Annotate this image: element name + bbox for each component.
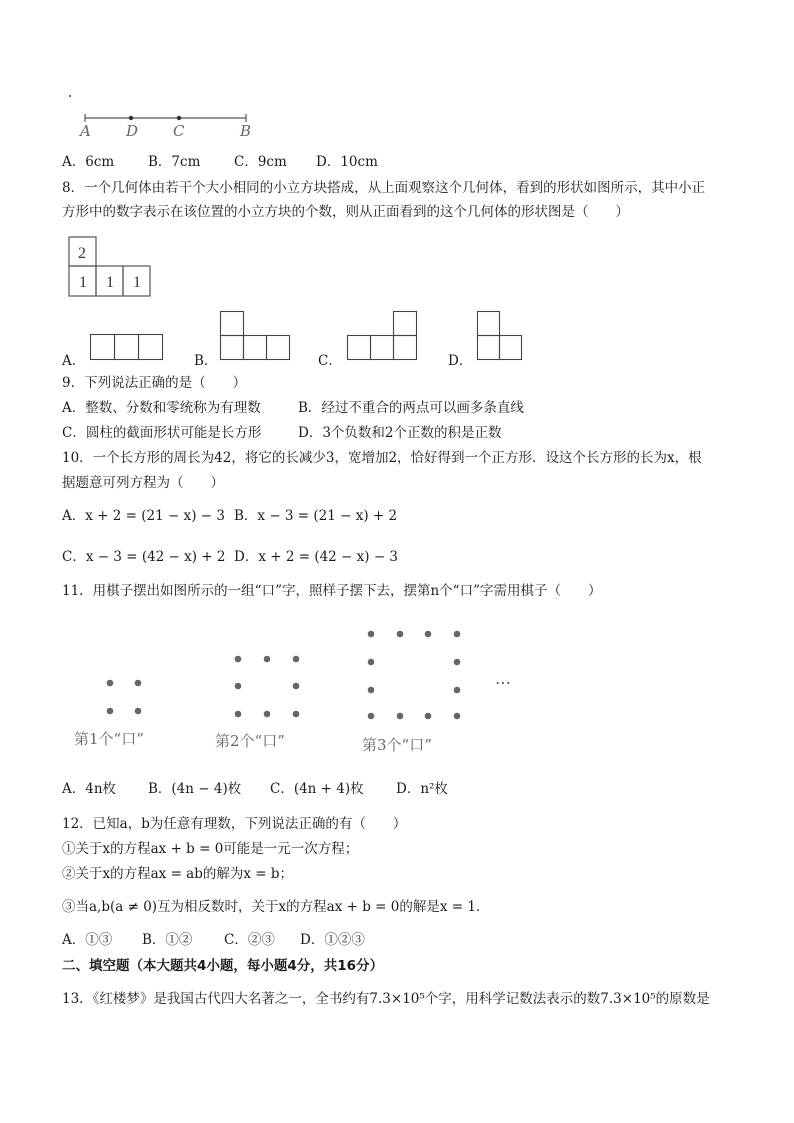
- q11-option-d: D．n²枚: [396, 781, 448, 797]
- grid-value-3: 1: [133, 274, 141, 291]
- q12-option-c: C．②③: [224, 932, 275, 948]
- figure-label-2: 第2个“口”: [215, 732, 285, 750]
- q7-segment-figure: [60, 88, 260, 138]
- dot-pattern-3: [368, 631, 461, 720]
- q9-option-d: D．3个负数和2个正数的积是正数: [298, 425, 502, 441]
- q10-text-line2: 据题意可列方程为（ ）: [62, 475, 224, 491]
- q9-option-a: A．整数、分数和零统称为有理数: [62, 400, 261, 416]
- section-2-title: 二、填空题（本大题共4小题，每小题4分，共16分）: [62, 958, 384, 974]
- q8-top-view-grid: [68, 236, 158, 301]
- q7-options: [62, 153, 378, 171]
- label-b: B: [240, 122, 252, 140]
- figure-label-3: 第3个“口”: [362, 736, 432, 754]
- q9-option-c: C．圆柱的截面形状可能是长方形: [62, 425, 262, 441]
- point-c: [177, 116, 181, 120]
- q12-statement-2: ②关于x的方程ax = ab的解为x = b；: [62, 866, 294, 882]
- q9-options-row2: [62, 424, 502, 442]
- q12-stem: 12．已知a，b为任意有理数，下列说法正确的有（ ）: [62, 816, 407, 832]
- q12-option-b: B．①②: [142, 932, 193, 948]
- q8-option-d-label: D．: [448, 353, 473, 369]
- q12-statement-3: ③当a,b(a ≠ 0)互为相反数时，关于x的方程ax + b = 0的解是x = 1．: [62, 899, 490, 915]
- q11-stem: 11．用棋子摆出如图所示的一组“口”字，照样子摆下去，摆第n个“口”字需用棋子（ ）: [62, 583, 602, 599]
- q7-option-c: C．9cm: [234, 154, 287, 170]
- grid-value-1: 1: [79, 274, 87, 291]
- dot-pattern-2: [235, 656, 300, 718]
- label-a: A: [80, 122, 91, 140]
- q7-option-d: D．10cm: [316, 154, 378, 170]
- q10-option-b: B．x − 3 = (21 − x) + 2: [234, 508, 398, 524]
- q8-option-c-shape: [347, 311, 427, 363]
- ellipsis: …: [495, 669, 511, 688]
- q12-option-a: A．①③: [62, 932, 113, 948]
- q13-text: 13．《红楼梦》是我国古代四大名著之一，全书约有7.3×10⁵个字，用科学记数法表示的数7.3×10⁵的原数是: [62, 991, 710, 1007]
- q7-option-b: B．7cm: [148, 154, 201, 170]
- figure-label-1: 第1个“口”: [74, 730, 144, 748]
- q11-option-b: B．(4n − 4)枚: [148, 781, 242, 797]
- q10-options-row2: [62, 548, 398, 566]
- q9-option-b: B．经过不重合的两点可以画多条直线: [298, 400, 524, 416]
- q8-text-line2: 方形中的数字表示在该位置的小立方块的个数，则从正面看到的这个几何体的形状图是（ ）: [62, 204, 629, 220]
- q12-option-d: D．①②③: [300, 932, 365, 948]
- q11-option-a: A．4n枚: [62, 781, 117, 797]
- q10-options-row1: [62, 507, 397, 525]
- q12-options: [62, 931, 365, 949]
- q10-text-line1: 10．一个长方形的周长为42，将它的长减少3，宽增加2，恰好得到一个正方形．设这个长方形的长为x，根: [62, 450, 702, 466]
- corner-mark: [69, 95, 71, 97]
- q8-option-b-label: B．: [194, 353, 218, 369]
- q10-option-c: C．x − 3 = (42 − x) + 2: [62, 549, 226, 565]
- q8-option-b-shape: [220, 311, 300, 363]
- label-c: C: [173, 122, 185, 140]
- q8-option-a-label: A．: [62, 353, 86, 369]
- q9-stem: 9．下列说法正确的是（ ）: [62, 375, 247, 391]
- point-d: [129, 116, 133, 120]
- q10-option-a: A．x + 2 = (21 − x) − 3: [62, 508, 225, 524]
- q10-option-d: D．x + 2 = (42 − x) − 3: [234, 549, 399, 565]
- q8-text-line1: 8．一个几何体由若干个大小相同的小立方块搭成，从上面观察这个几何体，看到的形状如图所示，其中小正: [62, 180, 706, 196]
- q9-options-row1: [62, 399, 524, 417]
- q8-option-c-label: C．: [318, 353, 342, 369]
- q12-statement-1: ①关于x的方程ax + b = 0可能是一元一次方程；: [62, 841, 359, 857]
- label-d: D: [126, 122, 139, 140]
- q8-option-d-shape: [477, 311, 537, 363]
- q8-option-a-shape: [90, 334, 170, 364]
- grid-value-2: 1: [106, 274, 114, 291]
- q11-options: [62, 780, 448, 798]
- q11-dot-figure: [60, 620, 530, 760]
- q11-option-c: C．(4n + 4)枚: [270, 781, 364, 797]
- grid-value-top: 2: [78, 245, 86, 262]
- q7-option-a: A．6cm: [62, 154, 115, 170]
- dot-pattern-1: [107, 680, 142, 715]
